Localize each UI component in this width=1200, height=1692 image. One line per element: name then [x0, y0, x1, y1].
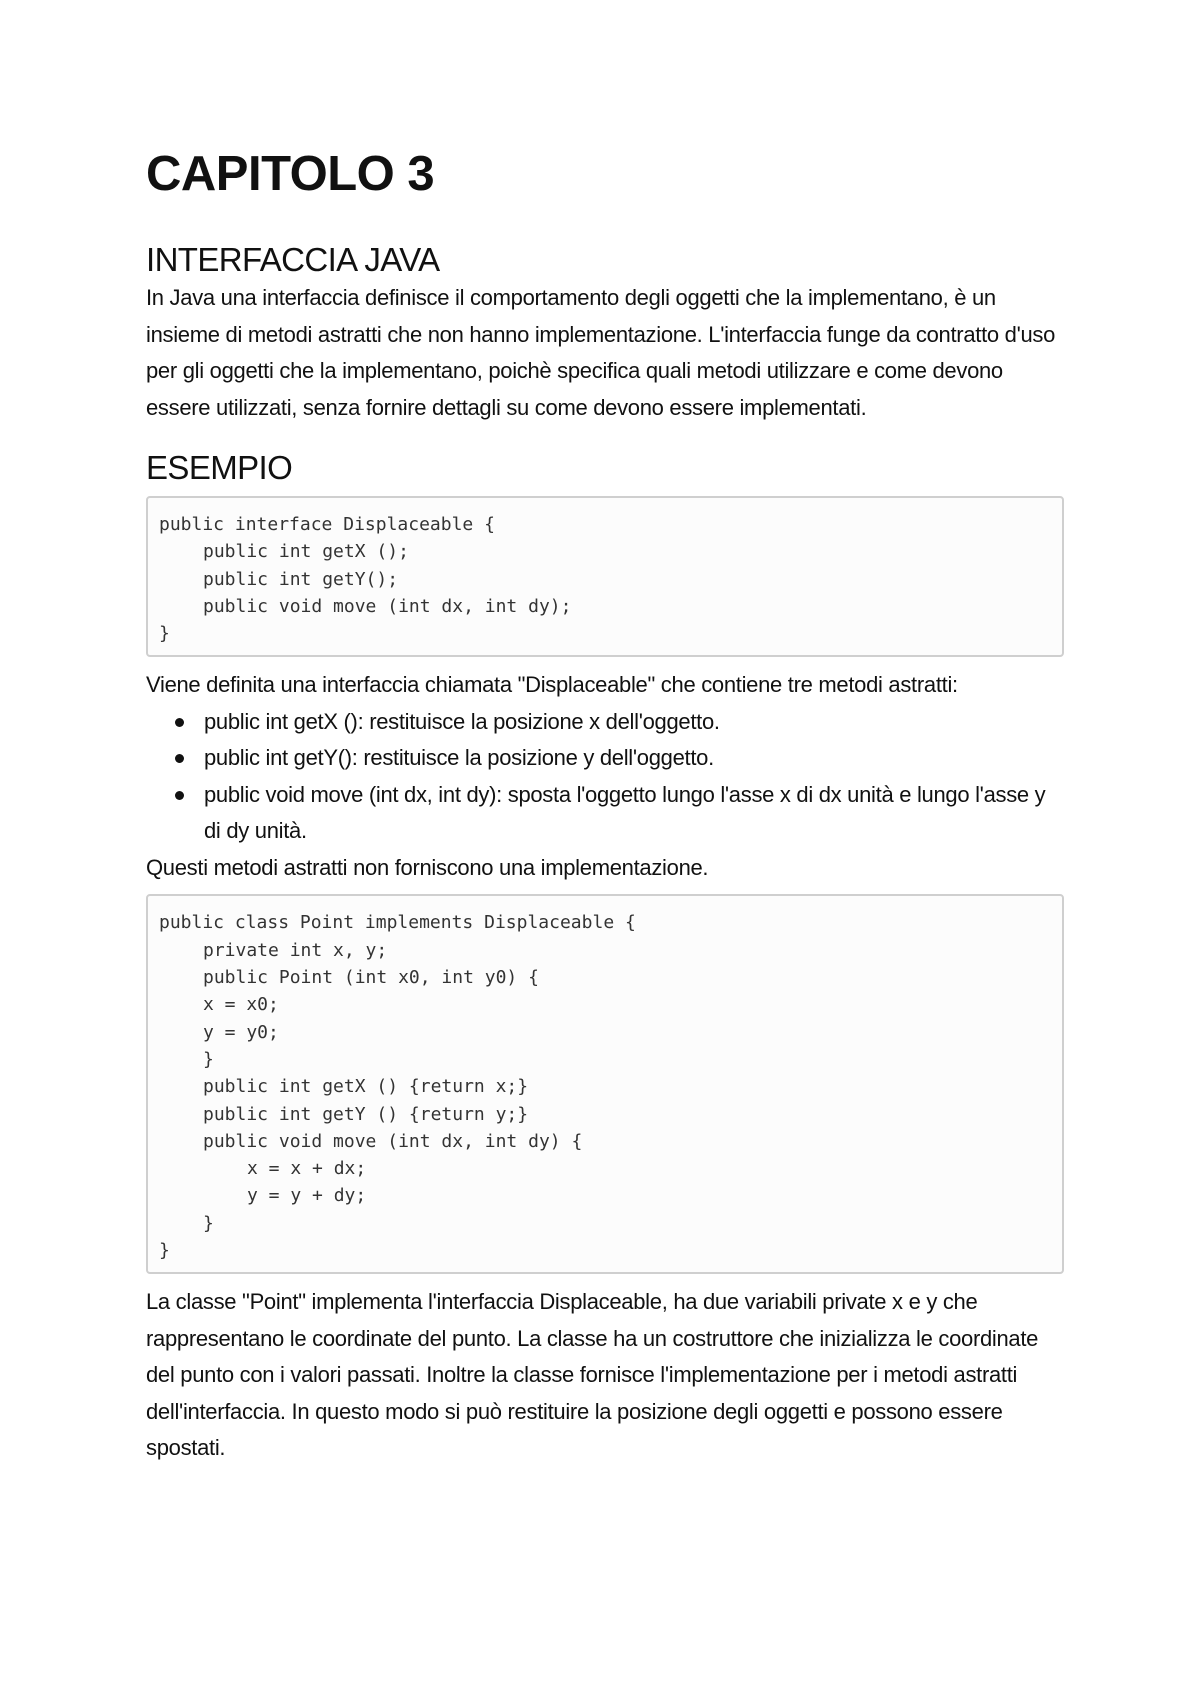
conclusion-paragraph: La classe "Point" implementa l'interfaccia Displaceable, ha due variabili private x e y che rappresentano le coordinate del punto. La classe ha un costruttore che inizializza le coordinate del punto con i valori passati. Inoltre la classe fornisce l'implementazione per i metodi astratti dell'interfaccia. In questo modo si può restituire la posizione degli oggetti e possono essere spostati. [146, 1289, 1039, 1461]
code-line: public int getX () {return x;} [203, 1076, 529, 1098]
list-item [204, 704, 1064, 741]
intro-paragraph: In Java una interfaccia definisce il comportamento degli oggetti che la implementano, è un insieme di metodi astratti che non hanno implementazione. L'interfaccia funge da contratto d'uso per gli oggetti che la implementano, poichè specifica quali metodi utilizzare e come devono essere utilizzati, senza fornire dettagli su come devono essere implementati. [146, 285, 1056, 420]
list-item [204, 740, 1064, 777]
list-item-text: public void move (int dx, int dy): sposta l'oggetto lungo l'asse x di dx unità e lungo l'asse y di dy unità. [204, 781, 1046, 844]
code-block-interface [146, 496, 1064, 657]
list-item-text: public int getY(): restituisce la posizione y dell'oggetto. [204, 745, 714, 771]
list-item-text: public int getX (): restituisce la posizione x dell'oggetto. [204, 708, 720, 734]
code-line: x = x + dx; [247, 1158, 367, 1180]
code-line: y = y + dy; [247, 1185, 367, 1207]
bullet-icon [175, 754, 184, 763]
chapter-title: CAPITOLO 3 [146, 147, 435, 201]
abstract-note: Questi metodi astratti non forniscono una implementazione. [146, 854, 709, 880]
code-line: } [203, 1048, 214, 1070]
code-line: public void move (int dx, int dy); [203, 595, 572, 617]
code-line: } [159, 1240, 170, 1262]
list-item [204, 777, 1064, 850]
document-content [146, 148, 1064, 1467]
bullet-icon [175, 791, 184, 800]
code-line: } [159, 623, 170, 645]
section-heading-esempio: ESEMPIO [146, 449, 293, 486]
methods-list [146, 704, 1064, 850]
code-line: private int x, y; [203, 939, 388, 961]
code-line: public int getY () {return y;} [203, 1103, 529, 1125]
code-line: public int getY(); [203, 568, 399, 590]
section-heading-interfaccia: INTERFACCIA JAVA [146, 241, 440, 278]
code-line: y = y0; [203, 1021, 279, 1043]
code-block-class [146, 894, 1064, 1274]
code-line: public int getX (); [203, 541, 409, 563]
code-line: public interface Displaceable { [159, 514, 495, 535]
bullet-icon [175, 718, 184, 727]
code-line: } [203, 1212, 214, 1234]
code-line: public Point (int x0, int y0) { [203, 967, 539, 989]
code-line: public class Point implements Displaceable { [159, 912, 636, 934]
interface-description: Viene definita una interfaccia chiamata "Displaceable" che contiene tre metodi astratti: [146, 672, 958, 698]
code-line: public void move (int dx, int dy) { [203, 1130, 583, 1152]
code-line: x = x0; [203, 994, 279, 1016]
